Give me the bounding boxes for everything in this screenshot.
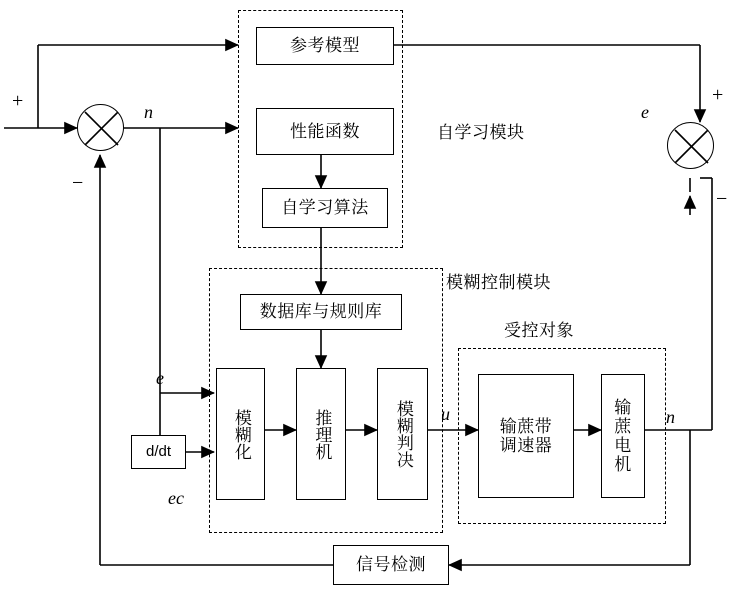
label-left-sum-minus: − — [72, 172, 84, 194]
label-controlled-object: 受控对象 — [504, 321, 574, 340]
label-signal-n-right: n — [666, 407, 675, 427]
cross-icon — [668, 123, 715, 170]
label-signal-e-right: e — [641, 102, 649, 122]
summing-junction-right — [667, 122, 714, 169]
block-label-cane-belt-speed-governor: 输蔗带调速器 — [499, 416, 553, 455]
label-signal-e-left: e — [156, 368, 164, 388]
label-self-learning-module: 自学习模块 — [437, 123, 525, 142]
block-inference-engine[interactable]: 推理机 — [296, 368, 346, 500]
cross-icon — [78, 105, 125, 152]
block-fuzzy-decision[interactable]: 模糊判决 — [377, 368, 428, 500]
block-label-cane-conveyor-motor: 输蔗电机 — [614, 397, 632, 475]
block-reference-model[interactable]: 参考模型 — [256, 27, 394, 65]
block-fuzzification[interactable]: 模糊化 — [216, 368, 265, 500]
block-cane-belt-speed-governor[interactable] — [478, 374, 574, 498]
block-signal-detection[interactable]: 信号检测 — [333, 545, 449, 585]
block-derivative[interactable]: d/dt — [131, 435, 186, 469]
label-right-sum-minus: − — [716, 188, 728, 210]
label-signal-ec-left: ec — [168, 488, 184, 508]
label-signal-n-left: n — [144, 102, 153, 122]
label-input-plus: + — [12, 90, 24, 112]
block-cane-conveyor-motor[interactable] — [601, 374, 645, 498]
block-performance-function[interactable]: 性能函数 — [256, 108, 394, 155]
summing-junction-left — [77, 104, 124, 151]
label-right-sum-plus: + — [712, 84, 724, 106]
label-fuzzy-control-module: 模糊控制模块 — [446, 273, 551, 292]
label-signal-u: u — [441, 404, 450, 424]
block-self-learning-algorithm[interactable]: 自学习算法 — [262, 188, 388, 228]
block-database-and-rule-base[interactable]: 数据库与规则库 — [240, 294, 402, 330]
